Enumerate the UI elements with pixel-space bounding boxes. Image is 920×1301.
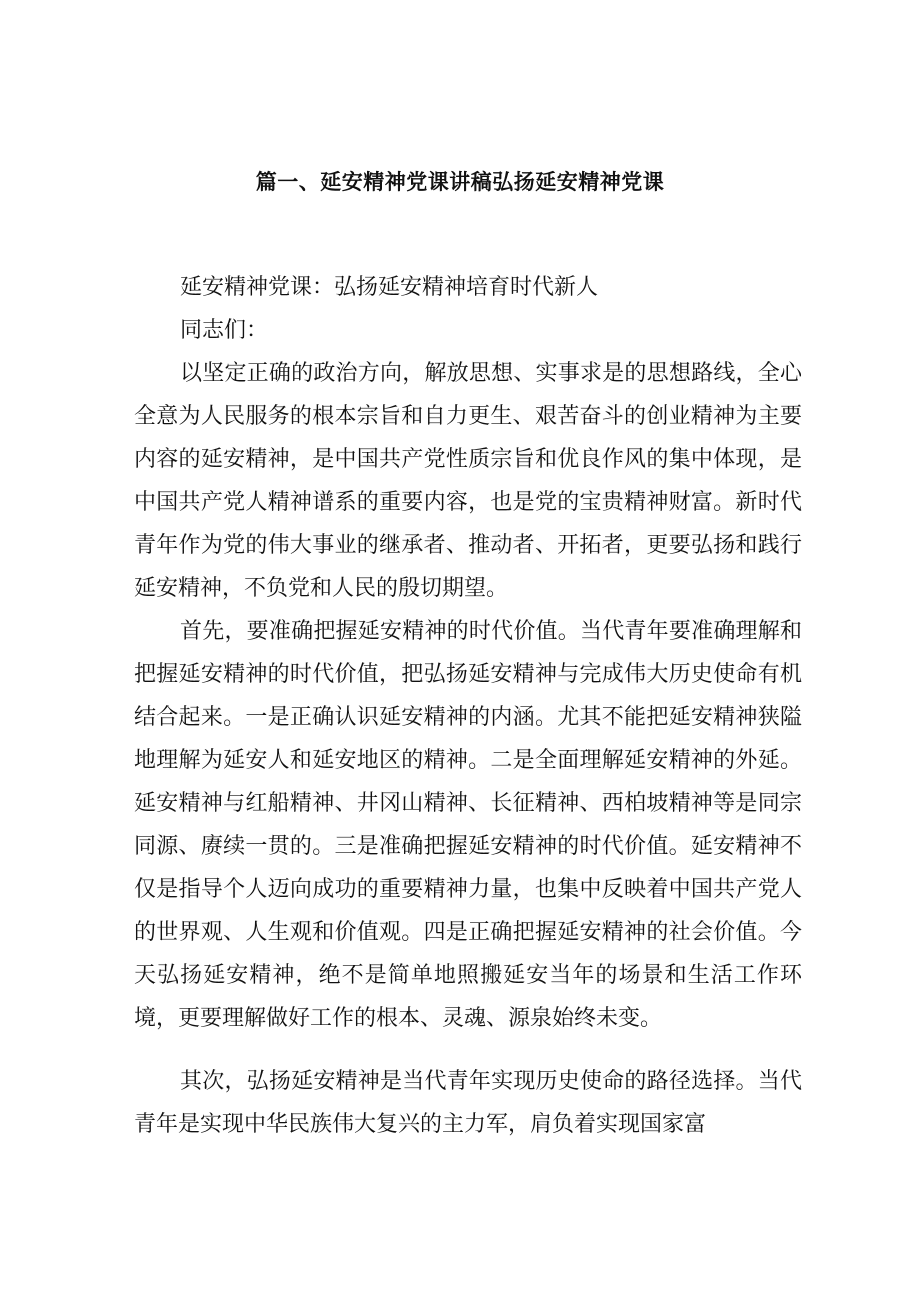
document-body [134,266,802,1146]
paragraph-spacer [134,1040,802,1060]
salutation: 同志们： [180,318,269,343]
document-subtitle: 延安精神党课：弘扬延安精神培育时代新人 [180,275,599,300]
document-title: 篇一、延安精神党课讲稿弘扬延安精神党课 [255,170,665,194]
paragraph-first-point: 首先，要准确把握延安精神的时代价值。当代青年要准确理解和把握延安精神的时代价值，把弘扬延安精神与完成伟大历史使命有机结合起来。一是正确认识延安精神的内涵。尤其不能把延安精神狭隘地理解为延安人和延安地区的精神。二是全面理解延安精神的外延。延安精神与红船精神、井冈山精神、长征精神、西柏坡精神等是同宗同源、赓续一贯的。三是准确把握延安精神的时代价值。延安精神不仅是指导个人迈向成功的重要精神力量，也集中反映着中国共产党人的世界观、人生观和价值观。四是正确把握延安精神的社会价值。今天弘扬延安精神，绝不是简单地照搬延安当年的场景和生活工作环境，更要理解做好工作的根本、灵魂、源泉始终未变。 [134,619,802,1031]
paragraph-second-point: 其次，弘扬延安精神是当代青年实现历史使命的路径选择。当代青年是实现中华民族伟大复兴的主力军，肩负着实现国家富 [134,1069,802,1137]
paragraph-intro: 以坚定正确的政治方向，解放思想、实事求是的思想路线，全心全意为人民服务的根本宗旨和自力更生、艰苦奋斗的创业精神为主要内容的延安精神，是中国共产党性质宗旨和优良作风的集中体现，是中国共产党人精神谱系的重要内容，也是党的宝贵精神财富。新时代青年作为党的伟大事业的继承者、推动者、开拓者，更要弘扬和践行延安精神，不负党和人民的殷切期望。 [134,361,802,601]
